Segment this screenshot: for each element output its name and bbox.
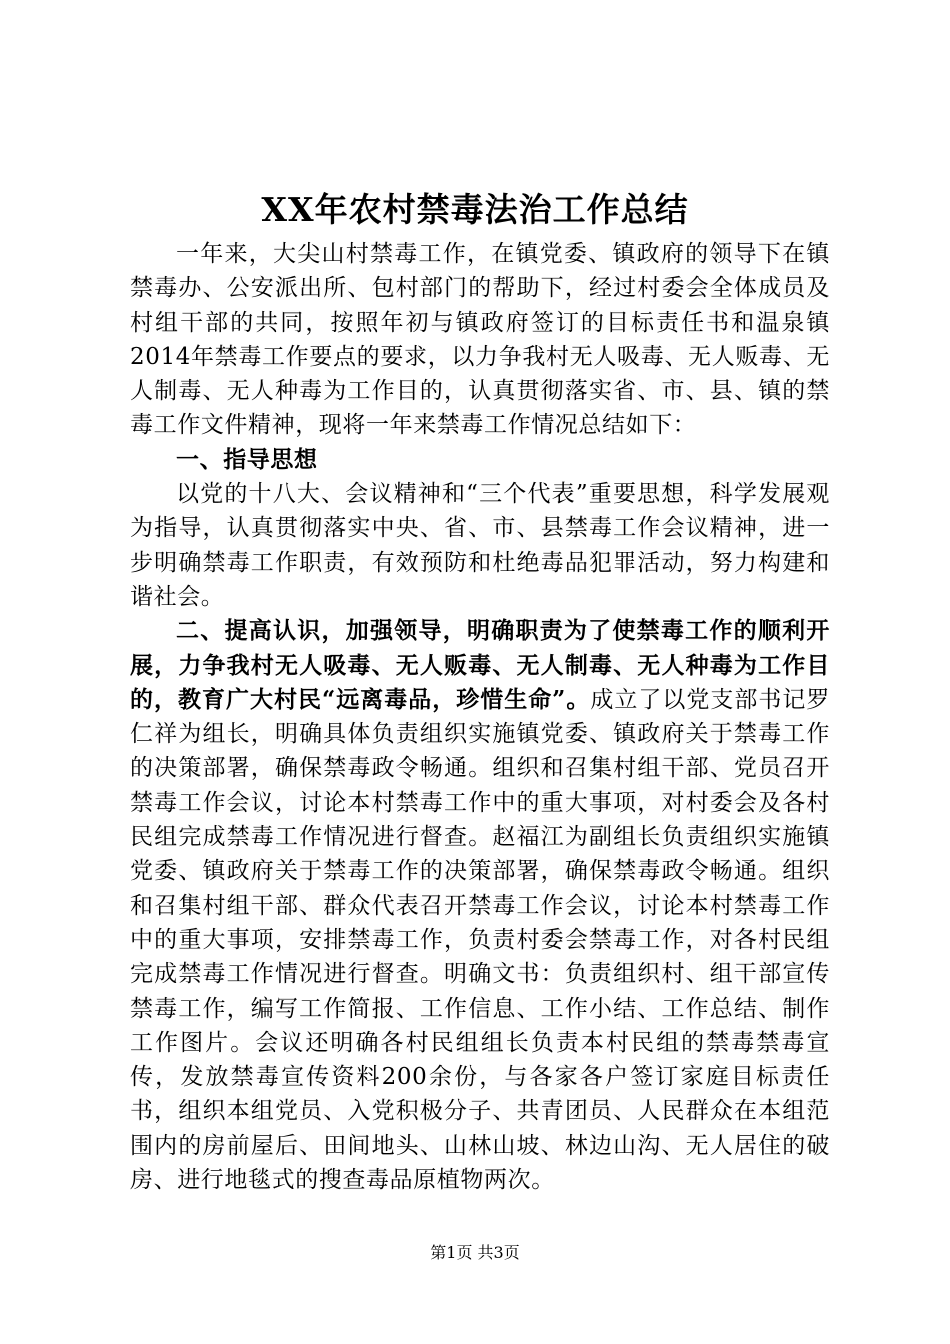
section-2-heading: 二、提高认识，加强领导，明确职责为了使禁毒工作的顺利开展，力争我村无人吸毒、无人贩毒、无人制毒、无人种毒为工作目的，教育广大村民“远离毒品，珍惜生命”。 [130,617,830,713]
section-1-heading: 一、指导思想 [176,445,318,473]
intro-paragraph: 一年来，大尖山村禁毒工作，在镇党委、镇政府的领导下在镇禁毒办、公安派出所、包村部门的帮助下，经过村委会全体成员及村组干部的共同，按照年初与镇政府签订的目标责任书和温泉镇2014年禁毒工作要点的要求，以力争我村无人吸毒、无人贩毒、无人制毒、无人种毒为工作目的，认真贯彻落实省、市、县、镇的禁毒工作文件精神，现将一年来禁毒工作情况总结如下： [130,241,830,439]
document-title: XX年农村禁毒法治工作总结 [261,190,689,229]
section-1-paragraph: 以党的十八大、会议精神和“三个代表”重要思想，科学发展观为指导，认真贯彻落实中央、省、市、县禁毒工作会议精神，进一步明确禁毒工作职责，有效预防和杜绝毒品犯罪活动，努力构建和谐社会。 [130,481,830,610]
section-2-text: 成立了以党支部书记罗仁祥为组长，明确具体负责组织实施镇党委、镇政府关于禁毒工作的决策部署，确保禁毒政令畅通。组织和召集村组干部、党员召开禁毒工作会议，讨论本村禁毒工作中的重大事项，对村委会及各村民组完成禁毒工作情况进行督查。赵福江为副组长负责组织实施镇党委、镇政府关于禁毒工作的决策部署，确保禁毒政令畅通。组织和召集村组干部、群众代表召开禁毒工作会议，讨论本村禁毒工作中的重大事项，安排禁毒工作，负责村委会禁毒工作，对各村民组完成禁毒工作情况进行督查。明确文书：负责组织村、组干部宣传禁毒工作，编写工作简报、工作信息、工作小结、工作总结、制作工作图片。会议还明确各村民组组长负责本村民组的禁毒禁毒宣传，发放禁毒宣传资料200余份，与各家各户签订家庭目标责任书，组织本组党员、入党积极分子、共青团员、人民群众在本组范围内的房前屋后、田间地头、山林山坡、林边山沟、无人居住的破房、进行地毯式的搜查毒品原植物两次。 [130,686,831,1194]
document-body [130,237,830,1197]
section-2-paragraph [130,614,830,1197]
page-footer: 第1页 共3页 [430,1243,520,1262]
